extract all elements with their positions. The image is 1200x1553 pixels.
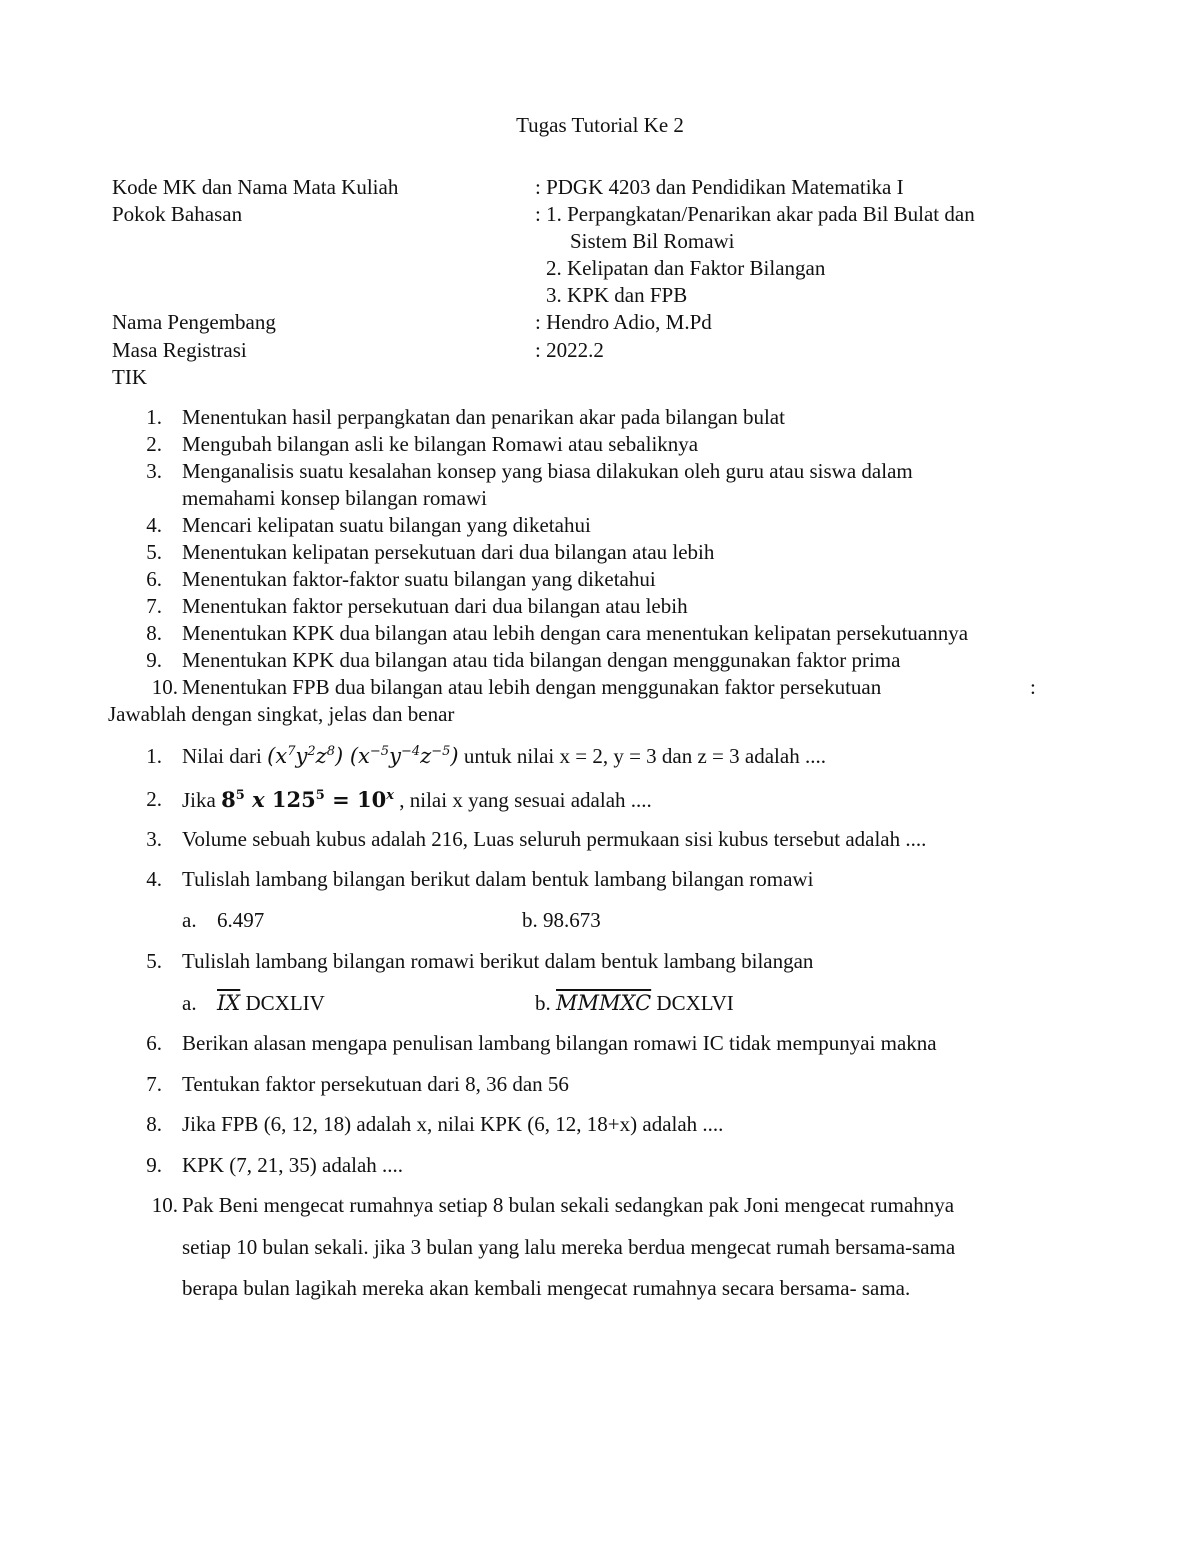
tik-num: 2. [146, 432, 162, 456]
question-num: 7. [146, 1072, 162, 1096]
tik-num: 6. [146, 567, 162, 591]
stray-colon: : [1030, 675, 1036, 699]
pokok-label: Pokok Bahasan [112, 202, 243, 226]
masa-label: Masa Registrasi [112, 338, 247, 362]
tik-item: Mengubah bilangan asli ke bilangan Romawi atau sebaliknya [182, 432, 699, 456]
question-num: 9. [146, 1153, 162, 1177]
page-title: Tugas Tutorial Ke 2 [516, 113, 684, 137]
pengembang-label: Nama Pengembang [112, 310, 276, 334]
tik-num: 10. [151, 675, 178, 699]
tik-num: 8. [146, 621, 162, 645]
question-num: 3. [146, 827, 162, 851]
question-10-line-2: setiap 10 bulan sekali. jika 3 bulan yang lalu mereka berdua mengecat rumah bersama-sama [182, 1235, 956, 1259]
question-5: Tulislah lambang bilangan romawi berikut dalam bentuk lambang bilangan [182, 949, 814, 973]
tik-num: 4. [146, 513, 162, 537]
question-5a-rest: DCXLIV [240, 991, 325, 1015]
question-1-formula: $(x^7y^2z^8)$ $(x^{-5}y^{-4}z^{-5})$ [267, 744, 459, 768]
question-5a-overline: $\overline{IX}$ [217, 991, 241, 1015]
tik-item: Menentukan KPK dua bilangan atau tida bilangan dengan menggunakan faktor prima [182, 648, 901, 672]
question-5a [217, 993, 325, 1014]
question-4a-value: 6.497 [217, 908, 265, 932]
question-5b [535, 993, 734, 1014]
question-num: 1. [146, 744, 162, 768]
question-1-post: untuk nilai x = 2, y = 3 dan z = 3 adalah .... [458, 744, 826, 768]
question-6: Berikan alasan mengapa penulisan lambang bilangan romawi IC tidak mempunyai makna [182, 1031, 937, 1055]
tik-num: 1. [146, 405, 162, 429]
kode-label: Kode MK dan Nama Mata Kuliah [112, 175, 399, 199]
pokok-value-1: : 1. Perpangkatan/Penarikan akar pada Bil Bulat dan [535, 202, 975, 226]
question-3: Volume sebuah kubus adalah 216, Luas seluruh permukaan sisi kubus tersebut adalah .... [182, 827, 927, 851]
pokok-value-1b: Sistem Bil Romawi [570, 229, 735, 253]
question-5b-label: b. [535, 991, 556, 1015]
question-4b: b. 98.673 [522, 908, 601, 932]
question-1 [182, 746, 826, 767]
tik-num: 5. [146, 540, 162, 564]
instruction: Jawablah dengan singkat, jelas dan benar [108, 702, 455, 726]
question-4: Tulislah lambang bilangan berikut dalam bentuk lambang bilangan romawi [182, 867, 814, 891]
question-5b-rest: DCXLVI [651, 991, 734, 1015]
question-8: Jika FPB (6, 12, 18) adalah x, nilai KPK (6, 12, 18+x) adalah .... [182, 1112, 724, 1136]
tik-item-continuation: memahami konsep bilangan romawi [182, 486, 488, 510]
pokok-value-3: 3. KPK dan FPB [546, 283, 688, 307]
question-2 [182, 789, 652, 811]
tik-heading: TIK [112, 365, 147, 389]
pengembang-value: : Hendro Adio, M.Pd [535, 310, 712, 334]
question-num: 2. [146, 787, 162, 811]
tik-item: Mencari kelipatan suatu bilangan yang diketahui [182, 513, 591, 537]
question-num: 6. [146, 1031, 162, 1055]
tik-num: 7. [146, 594, 162, 618]
question-10-line-3: berapa bulan lagikah mereka akan kembali mengecat rumahnya secara bersama- sama. [182, 1276, 911, 1300]
masa-value: : 2022.2 [535, 338, 604, 362]
question-10-line-1: Pak Beni mengecat rumahnya setiap 8 bulan sekali sedangkan pak Joni mengecat rumahnya [182, 1193, 955, 1217]
question-7: Tentukan faktor persekutuan dari 8, 36 dan 56 [182, 1072, 569, 1096]
question-num: 8. [146, 1112, 162, 1136]
tik-num: 9. [146, 648, 162, 672]
question-2-post: , nilai x yang sesuai adalah .... [394, 788, 652, 812]
question-5a-label: a. [182, 991, 197, 1015]
question-2-formula: $8^5$ x $125^5 = 10^x$ [221, 787, 395, 812]
tik-num: 3. [146, 459, 162, 483]
question-num: 5. [146, 949, 162, 973]
question-num: 4. [146, 867, 162, 891]
question-num: 10. [151, 1193, 178, 1217]
tik-item: Menentukan FPB dua bilangan atau lebih dengan menggunakan faktor persekutuan [182, 675, 882, 699]
question-5b-overline: MMMXC [556, 991, 652, 1015]
tik-item: Menganalisis suatu kesalahan konsep yang biasa dilakukan oleh guru atau siswa dalam [182, 459, 913, 483]
question-1-pre: Nilai dari [182, 744, 268, 768]
tik-item: Menentukan hasil perpangkatan dan penarikan akar pada bilangan bulat [182, 405, 785, 429]
tik-item: Menentukan faktor persekutuan dari dua bilangan atau lebih [182, 594, 688, 618]
question-9: KPK (7, 21, 35) adalah .... [182, 1153, 404, 1177]
tik-item: Menentukan faktor-faktor suatu bilangan yang diketahui [182, 567, 656, 591]
kode-value: : PDGK 4203 dan Pendidikan Matematika I [535, 175, 904, 199]
question-2-pre: Jika [182, 788, 222, 812]
tik-item: Menentukan KPK dua bilangan atau lebih dengan cara menentukan kelipatan persekutuannya [182, 621, 969, 645]
question-4a-label: a. [182, 908, 197, 932]
tik-item: Menentukan kelipatan persekutuan dari dua bilangan atau lebih [182, 540, 715, 564]
pokok-value-2: 2. Kelipatan dan Faktor Bilangan [546, 256, 826, 280]
